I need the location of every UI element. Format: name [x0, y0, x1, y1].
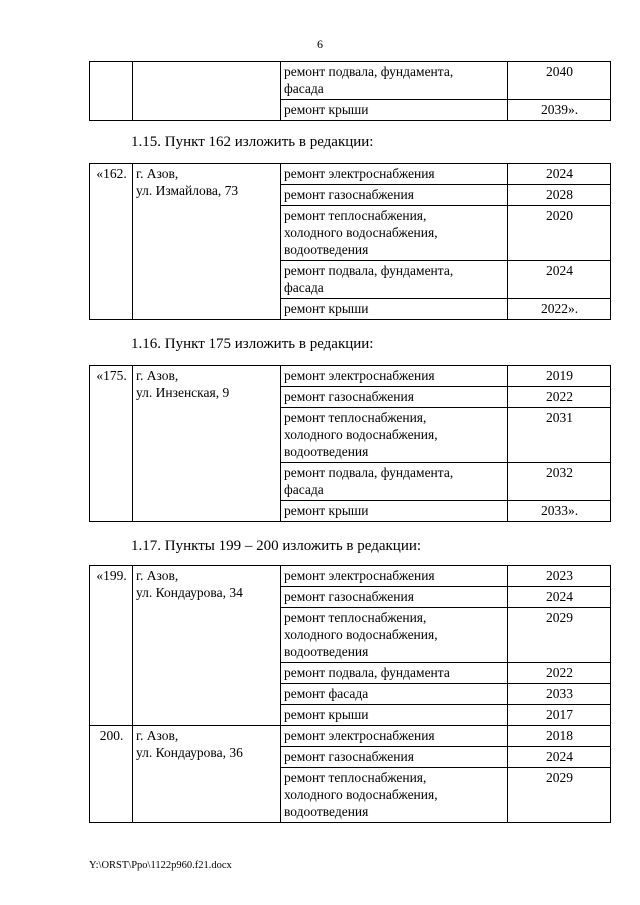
item-number: 200. [90, 726, 133, 823]
work-type: ремонт электроснабжения [281, 566, 508, 587]
work-year: 2029 [508, 608, 611, 663]
work-year: 2018 [508, 726, 611, 747]
work-year: 2039». [508, 100, 611, 121]
footer-file-path: Y:\ORST\Ppo\1122p960.f21.docx [89, 860, 232, 871]
item-number: «162. [90, 164, 133, 320]
item-address: г. Азов, ул. Инзенская, 9 [133, 366, 281, 522]
work-year: 2023 [508, 566, 611, 587]
item-address: г. Азов, ул. Кондаурова, 34 [133, 566, 281, 726]
work-year: 2031 [508, 408, 611, 463]
item-address: г. Азов, ул. Кондаурова, 36 [133, 726, 281, 823]
work-type: ремонт теплоснабжения, холодного водоснабжения, водоотведения [281, 768, 508, 823]
work-type: ремонт крыши [281, 705, 508, 726]
table-row [90, 566, 611, 587]
work-year: 2024 [508, 587, 611, 608]
work-year: 2022 [508, 387, 611, 408]
work-year: 2040 [508, 62, 611, 100]
work-year: 2028 [508, 185, 611, 206]
work-type: ремонт крыши [281, 299, 508, 320]
repair-table-continued [89, 61, 611, 121]
work-type: ремонт электроснабжения [281, 366, 508, 387]
work-year: 2024 [508, 164, 611, 185]
work-type: ремонт теплоснабжения, холодного водоснабжения, водоотведения [281, 206, 508, 261]
work-type: ремонт электроснабжения [281, 164, 508, 185]
work-type: ремонт крыши [281, 100, 508, 121]
work-type: ремонт фасада [281, 684, 508, 705]
item-address: г. Азов, ул. Измайлова, 73 [133, 164, 281, 320]
work-year: 2019 [508, 366, 611, 387]
repair-table-175 [89, 365, 611, 522]
work-type: ремонт подвала, фундамента, фасада [281, 463, 508, 501]
page-number: 6 [317, 37, 323, 51]
table-row [90, 62, 611, 100]
work-year: 2032 [508, 463, 611, 501]
work-type: ремонт газоснабжения [281, 185, 508, 206]
work-year: 2033». [508, 501, 611, 522]
work-year: 2024 [508, 261, 611, 299]
work-year: 2017 [508, 705, 611, 726]
table-row [90, 164, 611, 185]
work-year: 2033 [508, 684, 611, 705]
work-type: ремонт электроснабжения [281, 726, 508, 747]
work-type: ремонт крыши [281, 501, 508, 522]
section-title-1-15: 1.15. Пункт 162 изложить в редакции: [131, 134, 374, 150]
work-type: ремонт теплоснабжения, холодного водоснабжения, водоотведения [281, 408, 508, 463]
work-type: ремонт теплоснабжения, холодного водоснабжения, водоотведения [281, 608, 508, 663]
work-year: 2022». [508, 299, 611, 320]
item-number: «175. [90, 366, 133, 522]
work-type: ремонт газоснабжения [281, 747, 508, 768]
repair-table-162 [89, 163, 611, 320]
work-year: 2024 [508, 747, 611, 768]
work-type: ремонт подвала, фундамента, фасада [281, 261, 508, 299]
section-title-1-17: 1.17. Пункты 199 – 200 изложить в редакции: [131, 538, 422, 554]
work-year: 2029 [508, 768, 611, 823]
table-row [90, 366, 611, 387]
table-row [90, 726, 611, 747]
item-address [133, 62, 281, 121]
repair-table-199-200 [89, 565, 611, 823]
work-type: ремонт газоснабжения [281, 587, 508, 608]
section-title-1-16: 1.16. Пункт 175 изложить в редакции: [131, 336, 374, 352]
work-year: 2022 [508, 663, 611, 684]
item-number [90, 62, 133, 121]
work-year: 2020 [508, 206, 611, 261]
item-number: «199. [90, 566, 133, 726]
work-type: ремонт подвала, фундамента [281, 663, 508, 684]
work-type: ремонт газоснабжения [281, 387, 508, 408]
work-type: ремонт подвала, фундамента, фасада [281, 62, 508, 100]
